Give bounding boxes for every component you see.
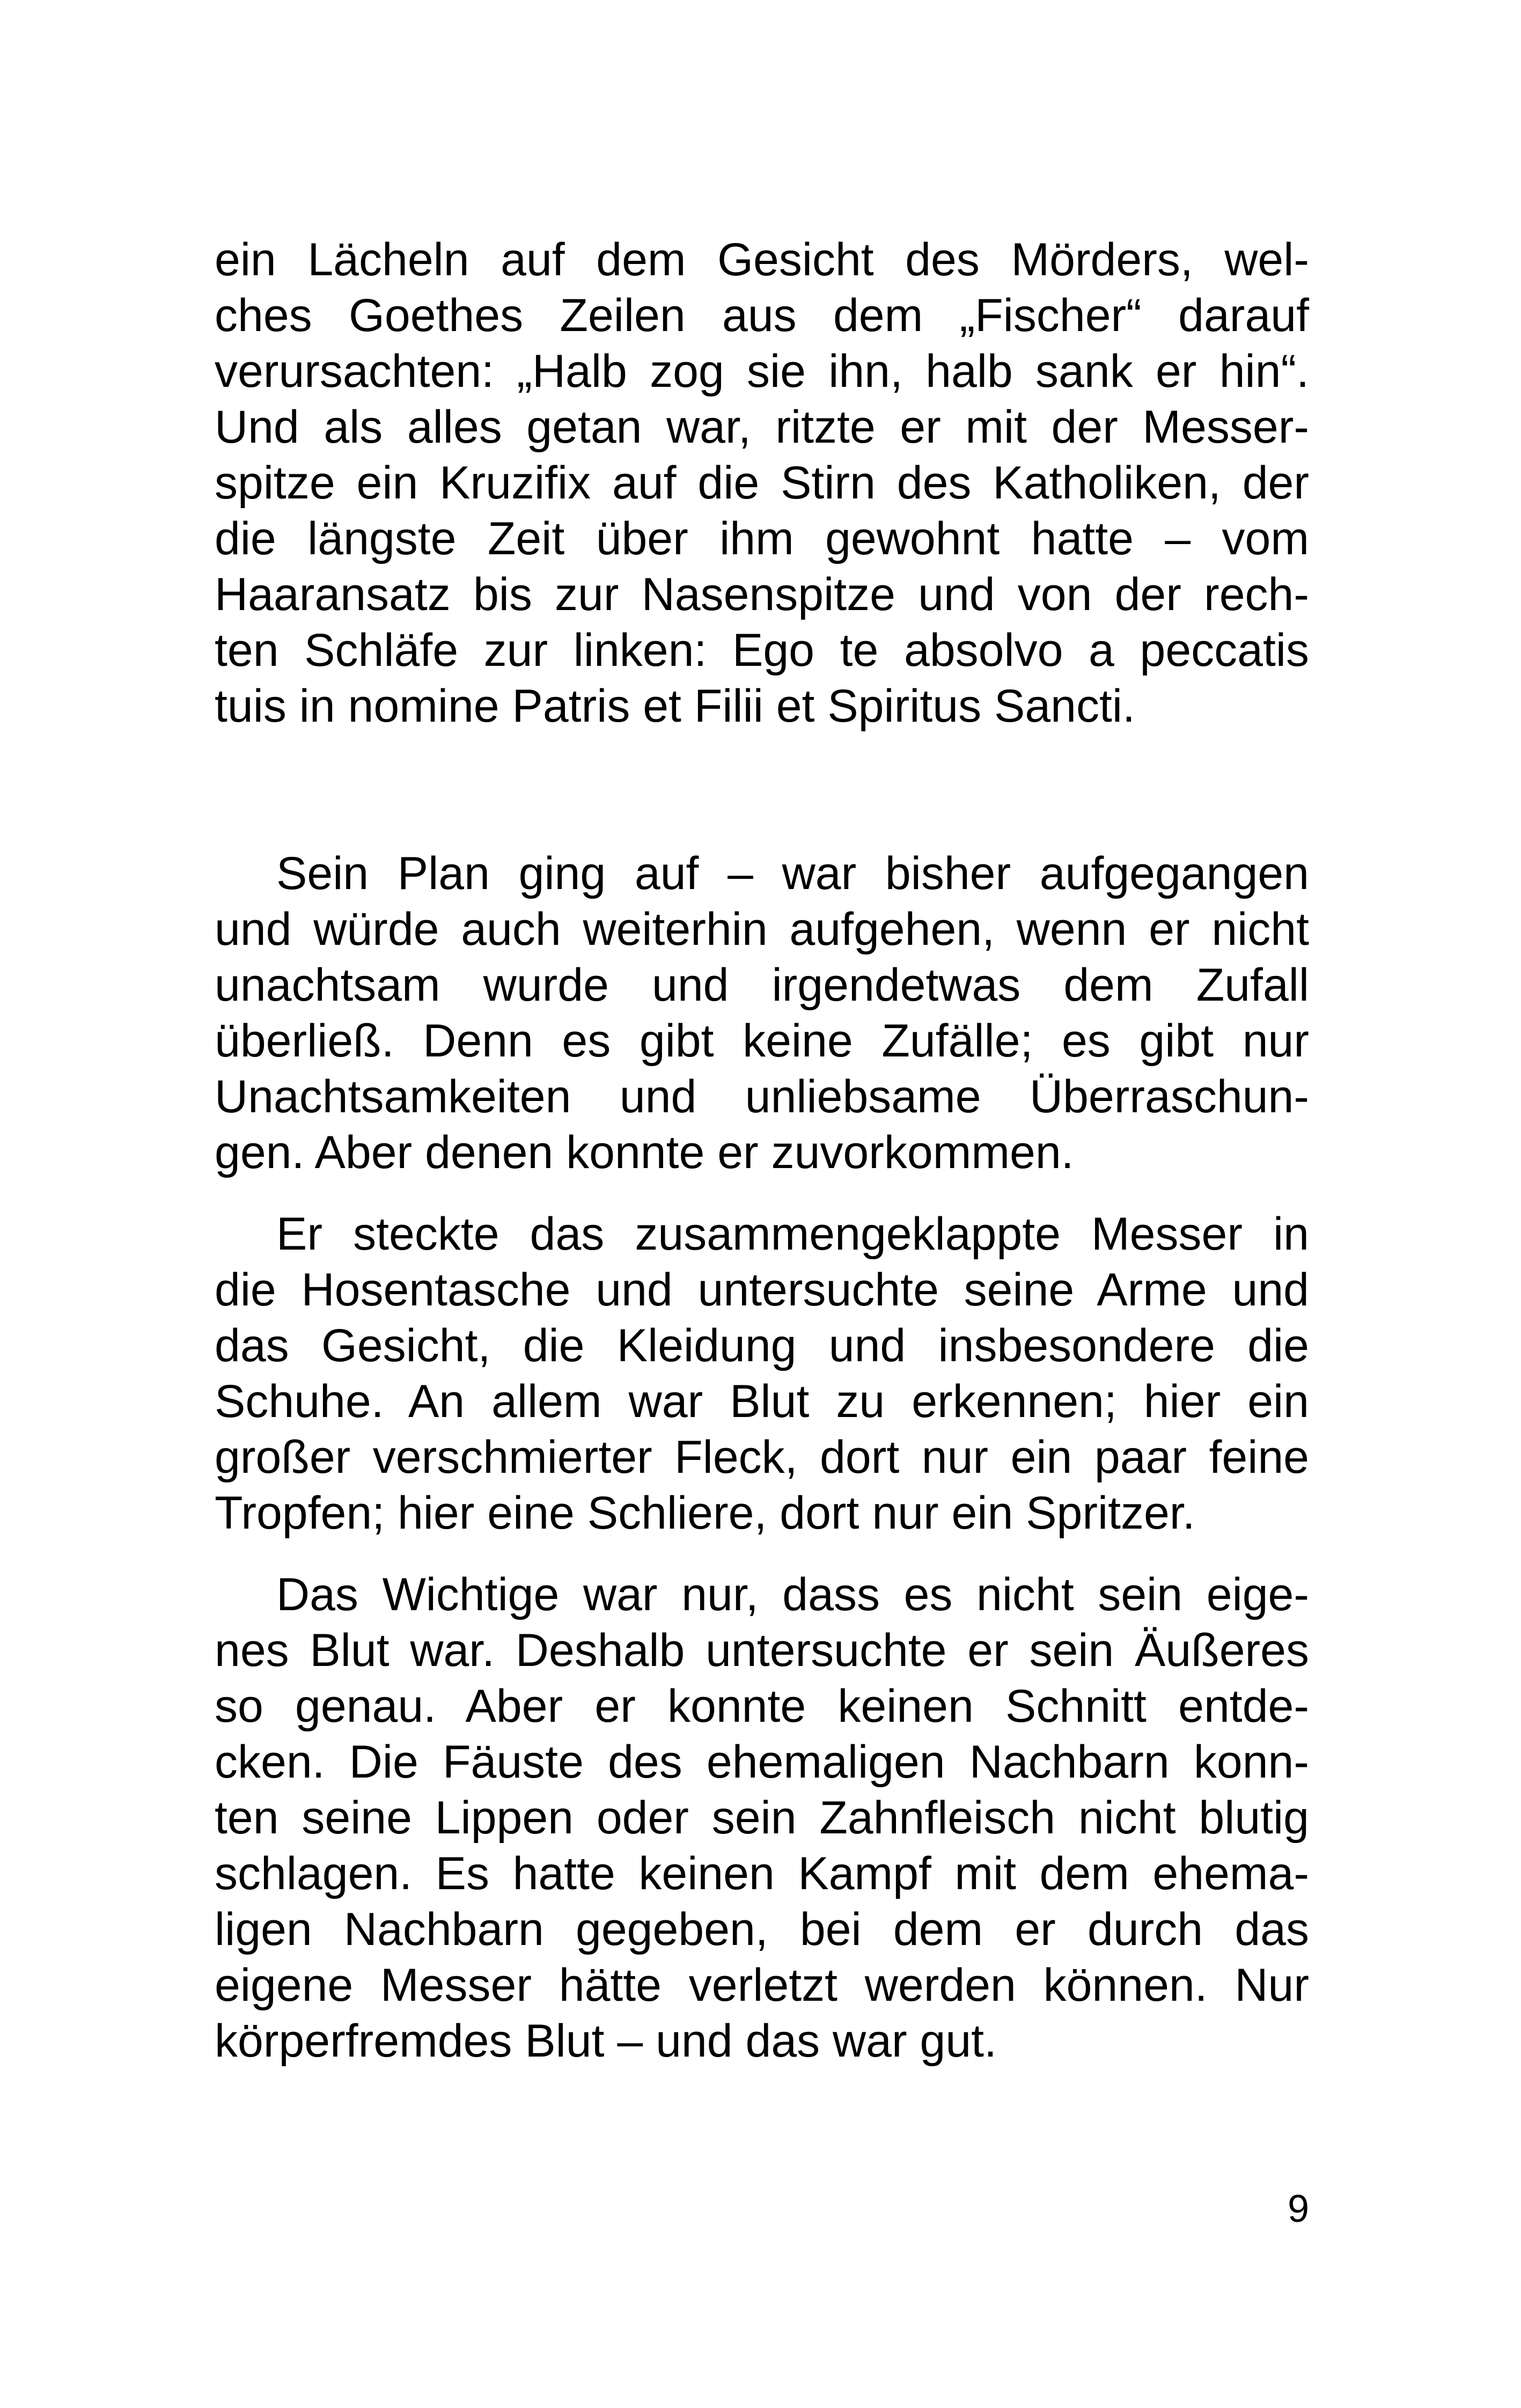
text-line: Tropfen; hier eine Schliere, dort nur ein Spritzer. [215,1487,1195,1539]
text-line: Haaransatz bis zur Nasenspitze und von der rech- [215,569,1309,620]
text-line: überließ. Denn es gibt keine Zufälle; es gibt nur [215,1015,1309,1067]
text-line: Sein Plan ging auf – war bisher aufgegangen [276,848,1309,899]
text-line: die Hosentasche und untersuchte seine Arme und [215,1264,1309,1316]
text-line: ches Goethes Zeilen aus dem „Fischer“ darauf [215,290,1309,341]
text-line: Schuhe. An allem war Blut zu erkennen; hier ein [215,1376,1309,1427]
text-line: eigene Messer hätte verletzt werden können. Nur [215,1959,1309,2011]
text-line: das Gesicht, die Kleidung und insbesondere die [215,1320,1309,1371]
text-line: cken. Die Fäuste des ehemaligen Nachbarn konn- [215,1736,1309,1788]
text-line: Und als alles getan war, ritzte er mit der Messer- [215,401,1309,453]
text-line: Unachtsamkeiten und unliebsame Überraschun- [215,1071,1309,1122]
text-line: die längste Zeit über ihm gewohnt hatte – vom [215,513,1309,564]
text-line: ten Schläfe zur linken: Ego te absolvo a peccatis [215,625,1309,676]
text-line: schlagen. Es hatte keinen Kampf mit dem ehema- [215,1848,1309,1899]
text-line: nes Blut war. Deshalb untersuchte er sein Äußeres [215,1625,1309,1676]
text-line: so genau. Aber er konnte keinen Schnitt entde- [215,1680,1309,1732]
text-line: spitze ein Kruzifix auf die Stirn des Katholiken, der [215,457,1309,509]
text-line: Er steckte das zusammengeklappte Messer in [276,1208,1309,1260]
text-line: ten seine Lippen oder sein Zahnfleisch nicht blutig [215,1792,1309,1844]
text-line: ligen Nachbarn gegeben, bei dem er durch das [215,1904,1309,1955]
text-line: tuis in nomine Patris et Filii et Spiritus Sancti. [215,680,1135,732]
text-line: unachtsam wurde und irgendetwas dem Zufall [215,959,1309,1011]
text-line: ein Lächeln auf dem Gesicht des Mörders, wel- [215,234,1309,285]
text-line: und würde auch weiterhin aufgehen, wenn er nicht [215,904,1309,955]
text-line: verursachten: „Halb zog sie ihn, halb sank er hin“. [215,346,1309,397]
page-number: 9 [1287,2187,1309,2230]
text-line: Das Wichtige war nur, dass es nicht sein eige- [276,1569,1309,1620]
text-line: gen. Aber denen konnte er zuvorkommen. [215,1127,1074,1178]
text-line: körperfremdes Blut – und das war gut. [215,2015,997,2067]
text-line: großer verschmierter Fleck, dort nur ein paar feine [215,1431,1309,1483]
